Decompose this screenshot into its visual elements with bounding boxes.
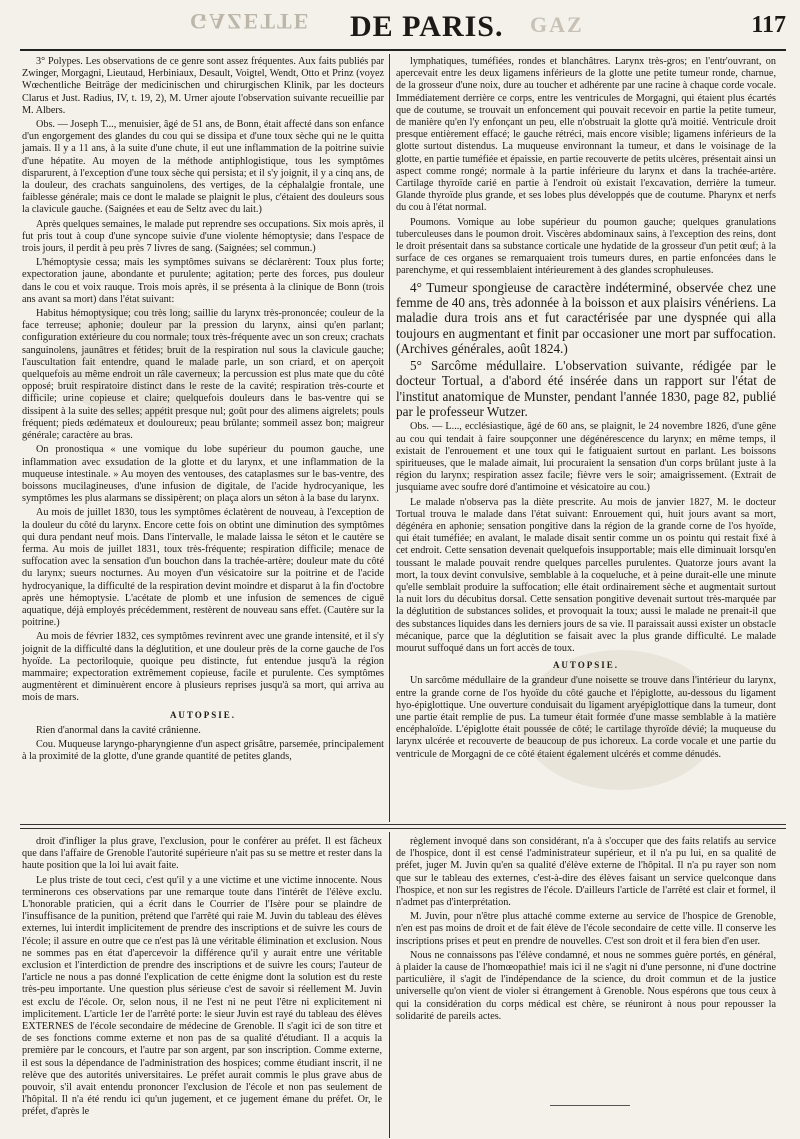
paragraph: Après quelques semaines, le malade put reprendre ses occupations. Six mois après, il fut pris tout à coup d'une syncope suivie d'une violente hémoptysie; dans l'espace de trois jours, il perdit à peu près 7 livres de sang. (Saignées; sel commun.) <box>22 218 384 255</box>
paragraph: 3° Polypes. Les observations de ce genre sont assez fréquentes. Aux faits publiés par Zwinger, Morgagni, Lieutaud, Herbiniaux, Desault, Voigtel, Wendt, Otto et Prinz (voyez Wœchentliche Beiträge der medicinischen und chirurgischen Klinik, par les docteurs Clarus et Just. Radius, IV, t. 19, 2), M. Urner ajoute l'observation suivante recueillie par M. Albers. <box>22 56 384 116</box>
paragraph: Le plus triste de tout ceci, c'est qu'il y a une victime et une victime innocente. Nous terminerons ces observations par une remarque toute dans l'intérêt de l'élève exclu. L'honorable praticien, qui a écrit dans le Courrier de l'Isère pour se plaindre de l'insuffisance de la punition, prétend que l'arrêté qui raie M. Juvin du tableau des élèves externes, lui interdit implicitement de prendre des inscriptions et de suivre les cours de l'école; il assure en outre que ce n'est pas là une véritable élimination et exclusion. Nous ne sommes pas en état d'apercevoir la différence qu'il y aurait entre une véritable exclusion et l'interdiction de prendre des inscriptions et de suivre les cours; l'auteur de l'article ne nous a pas donné l'explication de cette énigme dont la solution est du reste très-peu importante. Une question plus sérieuse c'est de savoir si réellement M. Juvin est exclu de l'école. Or, selon nous, il ne l'est ni ne peut l'être ni explicitement ni implicitement. L'article 1er de l'arrêté porte: le sieur Juvin est rayé du tableau des élèves EXTERNES de l'école secondaire de médecine de Grenoble. Il s'agit ici de son titre et de ses fonctions comme externe et non pas de sa qualité d'étudiant. Il a acquis la première par le concours, et l'autre par son argent, par son inscription. Comme externe, il est sous la dépendance de l'administration des hospices; comme étudiant inscrit, il ne relève que des autorités universitaires. Le préfet aurait commis le plus grave abus de pouvoir, s'il avait entendu prononcer l'exclusion de l'école et non pas seulement de l'hôpital. Il n'a été rendu ici qu'un jugement, et ce jugement émane du préfet. Or, le préfet, d'après le <box>22 874 382 1118</box>
paragraph: Au mois de juillet 1830, tous les symptômes éclatèrent de nouveau, à l'exception de la douleur du côté du larynx. Encore cette fois on obtint une diminution des symptômes qui dura pendant neuf mois. Dans l'intervalle, le malade laissa le séton et le cautère se ferma. Au mois de juillet 1831, toux très-fréquente; respiration difficile; menace de suffocation avec la sensation d'un bouchon dans la trachée-artère; douleur mate du côté du larynx; sueurs nocturnes. Au moyen d'un vésicatoire sur la poitrine et de l'acide hydrocyanique, la difficulté de la respiration devint moindre et disparut à la fin d'octobre après une hémoptysie. L'acétate de plomb et une infusion de semences de ciguë aquatique, déjà employés précédemment, restèrent de nouveau sans effet. (Cautère sur la poitrine.) <box>22 507 384 629</box>
paragraph: Un sarcôme médullaire de la grandeur d'une noisette se trouve dans l'intérieur du larynx, entre la grande corne de l'os hyoïde du côté gauche et l'épiglotte, au-dessous du ligament hyo-épiglottique. Une ouverture conduisait du ligament aryépiglottique dans la tumeur, dont une partie était remplie de pus. La tumeur était formée d'une masse semblable à la matière encéphaloïde. L'épiglotte était poussée de côté; le cartilage thyroïde dévié; la muqueuse du larynx ulcérée et recouverte de beaucoup de pus ichoreux. La corde vocale et une partie du ventricule de Morgagni de ce côté étaient également ulcérés et comme dénudés. <box>396 675 776 760</box>
paragraph: Le malade n'observa pas la diète prescrite. Au mois de janvier 1827, M. le docteur Tortual trouva le malade dans l'état suivant: Enrouement qui, huit jours avant sa mort, dégénéra en aphonie; sensation pongitive dans la région de la grande corne de l'os hyoïde, qui était tuméfiée; en avalant, le malade disait sentir comme un os pointu qui restait fixé à cet endroit. Cette sensation devenait quelquefois insupportable; mais elle diminuait lorsqu'en toussant le malade pouvait rendre quelques parcelles purulentes. Quatorze jours avant la mort, la toux devint convulsive, semblable à la coqueluche, et à peine durait-elle une minute qu'elle semblait produire la suffocation; elle était ordinairement sèche et augmentait surtout la nuit lors du décubitus dorsal. Cette sensation pongitive devenait surtout très-marquée par la déglutition de substances solides, et provoquait la toux; aussi le malade ne prenait-il que des substances liquides dans les derniers jours de sa vie. Il paraissait aussi exister un obstacle mécanique, parce que la déglutition se faisait avec la plus grande difficulté. Le malade mourut suffoqué dans un fort accès de toux. <box>396 496 776 654</box>
paragraph: Obs. — L..., ecclésiastique, âgé de 60 ans, se plaignit, le 24 novembre 1826, d'une gêne au cou qui tendait à faire soupçonner une dégénérescence du larynx; en même temps, il existait de l'enrouement et une toux qui le fatiguaient surtout en parlant. Les boissons spiritueuses, que le malade aimait, lui procuraient la sensation d'un corps brûlant juste à la région du larynx; respiration assez facile; fièvre vers le soir; amaigrissement. (Extrait de jusquiame avec soufre doré d'antimoine et vésicatoire au cou.) <box>396 421 776 494</box>
left-column <box>22 56 384 809</box>
page-number: 117 <box>751 12 786 38</box>
paragraph: M. Juvin, pour n'être plus attaché comme externe au service de l'hospice de Grenoble, n'en est pas moins de droit et de fait élève de l'école secondaire de cette ville. Il conserve les inscriptions prises et peut en prendre de nouvelles. C'est son droit et il fera bien d'en user. <box>396 911 776 947</box>
paragraph: L'hémoptysie cessa; mais les symptômes suivans se déclarèrent: Toux plus forte; expectoration jaune, abondante et purulente; agitation; perte des forces, pus douleur dans le cou et voix rauque. Trois mois après, il se présenta à la clinique de Bonn (trois ans avant sa mort) dans l'état suivant: <box>22 257 384 305</box>
paragraph: Au mois de février 1832, ces symptômes revinrent avec une grande intensité, et il s'y joignit de la difficulté dans la déglutition, et une douleur près de la corne gauche de l'os hyoïde. La pectoriloquie, quoique peu distincte, fut entendue jusqu'à la région mammaire; expectoration extrêmement copieuse, facile et purulente. Ces symptômes augmentèrent et diminuèrent encore à plusieurs reprises jusqu'à sa mort, qui arriva au mois de mars. <box>22 631 384 704</box>
bottom-right-column <box>396 836 776 1022</box>
paragraph: Nous ne connaissons pas l'élève condamné, et nous ne sommes guère portés, en général, à plaider la cause de l'homœopathie! mais ici il ne s'agit ni d'une personne, ni d'une doctrine particulière, il s'agit de l'indépendance de la science, du droit commun et de la justice universelle qu'on vient de violer si étrangement à Grenoble. Nous espérons que tous ceux à qui la considération du corps médical est chère, se réuniront à nous pour repousser la solidarité de pareils actes. <box>396 949 776 1022</box>
page-title: DE PARIS. <box>350 10 504 43</box>
section-rule <box>20 824 786 825</box>
section-heading: AUTOPSIE. <box>552 660 620 671</box>
paragraph: règlement invoqué dans son considérant, n'a à s'occuper que des faits relatifs au service de l'hospice, dont il est censé l'administrateur supérieur, et il n'a pu lui, en sa qualité de préfet, juger M. Juvin qu'en sa qualité d'élève externe de l'hôpital. Il n'a pu rayer son nom que sur le tableau des externes, c'est-à-dire des élèves faisant un service quelconque dans l'hospice, et non sur les registres de l'école. D'ailleurs l'article de l'arrêté est clair et formel, il n'admet pas d'interprétation. <box>396 836 776 909</box>
paragraph: lymphatiques, tuméfiées, rondes et blanchâtres. Larynx très-gros; en l'entr'ouvrant, on apercevait entre les deux ligamens inférieurs de la glotte une petite tumeur ronde, charnue, de la grosseur d'une noix, dure au toucher et adhérente par une racine à chaque corde vocale. Immédiatement derrière ce corps, entre les ventricules de Morgagni, qui étaient plus écartés que de coutume, se trouvait un enfoncement qui pouvait recevoir en partie la petite tumeur, de manière qu'en l'y enfonçant un peu, elle n'obstruait la glotte qu'à moitié. Ventricule droit presque entièrement effacé; le gauche rétréci, mais encore visible; ligamens inférieurs de la glotte surtout distendus. La muqueuse environnant la tumeur, et dans le voisinage de la glotte, en partie tuméfiée et épaissie, en partie recouverte de petits ulcères, présentait ainsi un aspect comme rongé; normale à la partie inférieure du larynx et dans la trachée-artère. Cartilage thyroïde carié en partie à l'endroit où existait l'excavation, derrière la tumeur. Glande thyroïde plus grande, et ses lobes plus développés que de coutume. Pharynx et nerfs du cou à l'état normal. <box>396 56 776 214</box>
column-divider <box>389 54 390 822</box>
section-heading: AUTOPSIE. <box>169 709 237 720</box>
bottom-left-column <box>22 836 382 1136</box>
column-divider <box>389 832 390 1138</box>
paper-stain <box>60 300 220 420</box>
paragraph-large: 4° Tumeur spongieuse de caractère indéterminé, observée chez une femme de 40 ans, très adonnée à la boisson et aux plaisirs vénériens. La maladie dura trois ans et fut caractérisée par une dyspnée qui alla toujours en augmentant et finit par occasioner une mort par suffocation. (Archives générales, août 1824.) <box>396 279 776 356</box>
paragraph-large: 5° Sarcôme médullaire. L'observation suivante, rédigée par le docteur Tortual, a d'abord été insérée dans un rapport sur l'état de l'institut anatomique de Munster, pendant l'année 1830, page 82, publié par le professeur Wutzer. <box>396 358 776 420</box>
page-header <box>20 8 790 50</box>
paragraph: Obs. — Joseph T..., menuisier, âgé de 51 ans, de Bonn, était affecté dans son enfance d'un engorgement des glandes du cou qui se dissipa et d'une toux sèche qui ne le quitta jamais. Il y a 11 ans, à la suite d'une chute, il eut une inflammation de la poitrine suivie d'une hépatite. Au moyen de la méthode antiphlogistique, tous les symptômes disparurent, à l'exception d'une toux sèche qui persista; et il s'y joignit, il y a cinq ans, de la douleur, des crachats sanguinolens, des vertiges, de la céphalalgie frontale, une faiblesse générale; mais ce dont le malade se plaignit le plus, c'étaient des douleurs sous la clavicule gauche. (Saignées et eau de Seltz avec du lait.) <box>22 119 384 216</box>
paragraph: Habitus hémoptysique; cou très long; saillie du larynx très-prononcée; couleur de la face terreuse; aphonie; douleur par la pression du larynx, ainsi qu'en parlant; configuration extérieure du cou normale; toux très-fréquente avec un son creux; crachats sanguinolens, jaunâtres et fétides; bruit de la respiration nul sous la clavicule gauche; l'auscultation fait entendre, quand le malade parle, un son criard, et on aperçoit quelquefois au même endroit un râle caverneux; la percussion est plus mate que du côté opposé; bruit respiratoire distinct dans le reste de la cavité; respiration très-courte et difficile; urine copieuse et claire; quelquefois douleurs dans le bas-ventre qui se dissipent à la suite des selles; appétit presque nul; goût pour des alimens aigrelets; pouls fréquent; pieds œdémateux et douloureux; peau brûlante; sommeil assez bon; maigreur générale; caractère au bras. <box>22 308 384 442</box>
bleed-through-text: GAZETTE <box>190 9 311 34</box>
section-rule <box>20 828 786 829</box>
paragraph: droit d'infliger la plus grave, l'exclusion, pour le conférer au préfet. Il est fâcheux que dans l'affaire de Grenoble l'autorité supérieure n'ait pas su se mettre et rester dans la haute position que la loi lui avait faite. <box>22 836 382 872</box>
paragraph: Cou. Muqueuse laryngo-pharyngienne d'un aspect grisâtre, parsemée, principalement à la proximité de la glotte, d'une grande quantité de petites glands, <box>22 738 384 763</box>
paragraph: On pronostiqua « une vomique du lobe supérieur du poumon gauche, une inflammation avec exsudation de la glotte et du larynx, et une inflammation de la muqueuse intestinale. » Au moyen des ventouses, des cataplasmes sur le bas-ventre, des boissons mucilagineuses, d'une infusion de digitale, de l'acide hydrocyanique, les symptômes les plus alarmans se dissipèrent; on plaça alors un séton à la base du larynx. <box>22 444 384 505</box>
paper-stain <box>520 650 720 790</box>
header-rule <box>20 49 786 51</box>
paragraph: Poumons. Vomique au lobe supérieur du poumon gauche; quelques granulations tuberculeuses dans le poumon droit. Viscères abdominaux sains, à l'exception des reins, dont le droit présentait dans sa substance corticale une hydatide de la grosseur d'un petit œuf; à la surface de ces organes se remarquaient trois tumeurs dures, en partie enfoncées dans le parenchyme, et qui ressemblaient intérieurement à des glandes scrophuleuses. <box>396 216 776 277</box>
closing-rule <box>550 1105 630 1106</box>
paragraph: Rien d'anormal dans la cavité crânienne. <box>36 724 201 736</box>
bleed-through-text-right: GAZ <box>530 12 584 37</box>
